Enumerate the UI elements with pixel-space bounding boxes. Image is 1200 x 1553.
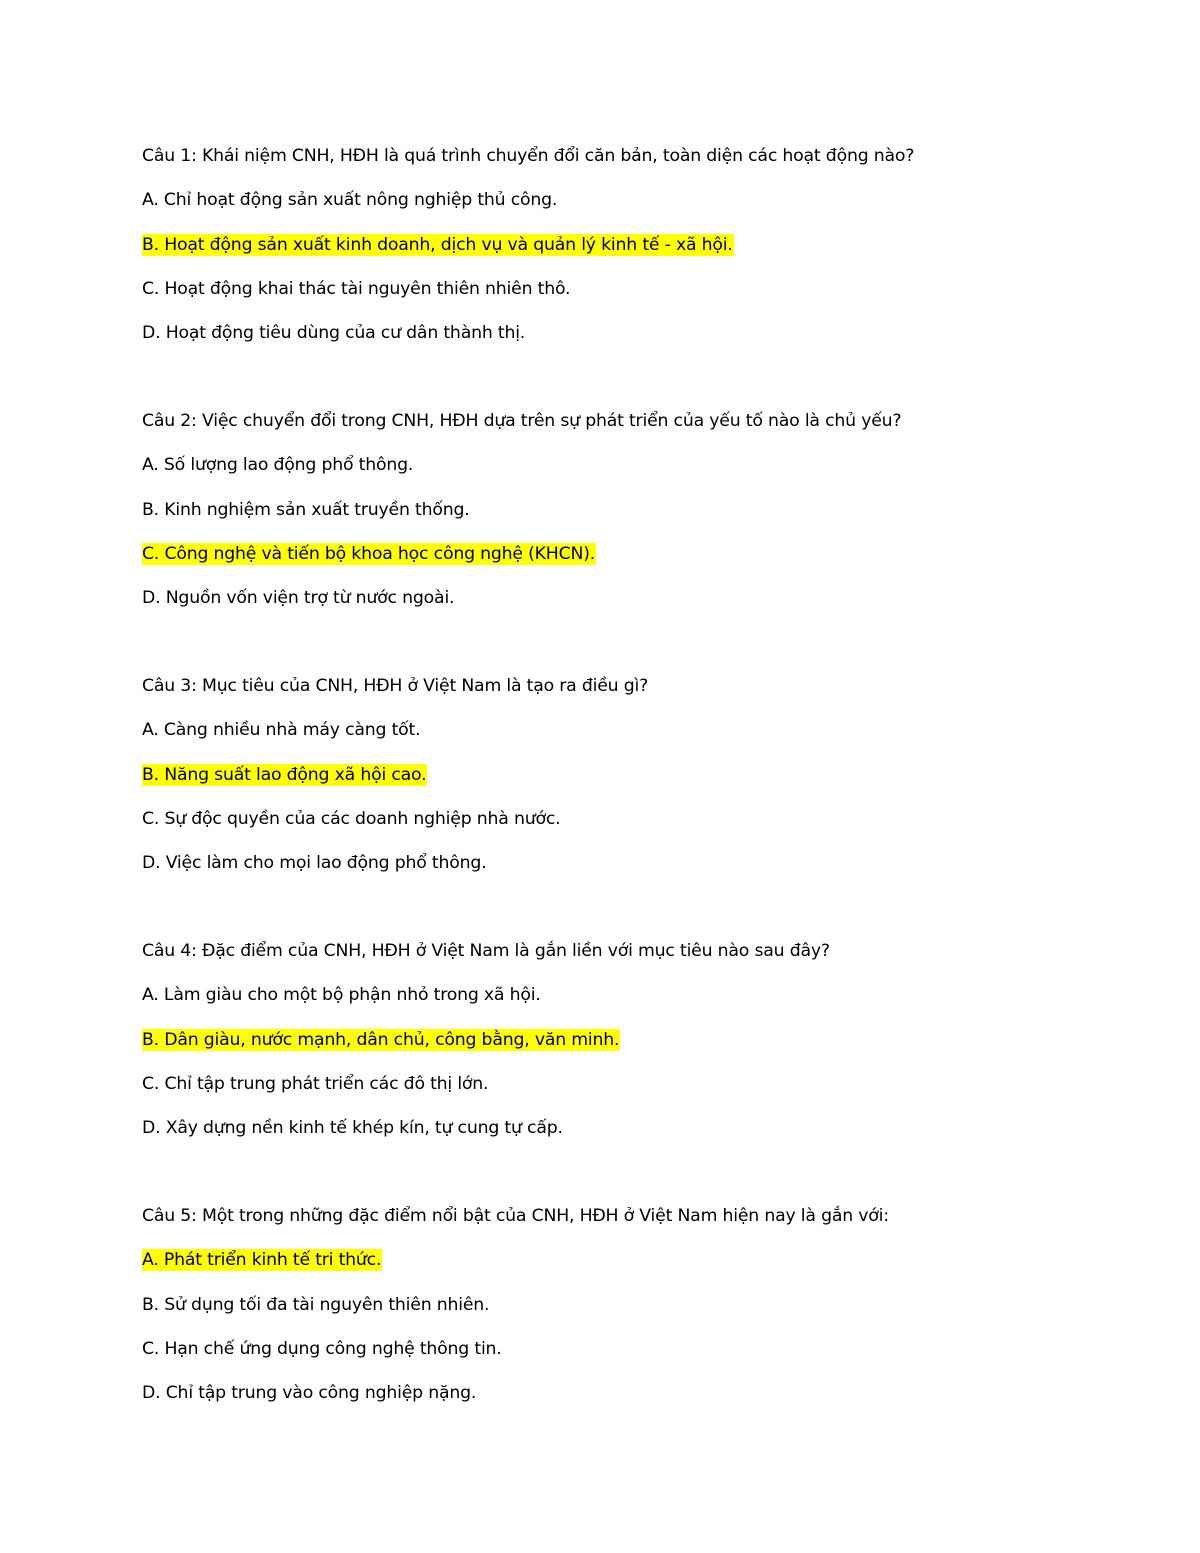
option-b: B. Sử dụng tối đa tài nguyên thiên nhiên.	[142, 1294, 490, 1315]
question-text: Câu 2: Việc chuyển đổi trong CNH, HĐH dựa trên sự phát triển của yếu tố nào là chủ yếu?	[142, 411, 902, 431]
option-c: C. Hạn chế ứng dụng công nghệ thông tin.	[142, 1338, 502, 1359]
option-c: C. Hoạt động khai thác tài nguyên thiên nhiên thô.	[142, 278, 571, 299]
question-1	[142, 145, 1142, 366]
option-d: D. Hoạt động tiêu dùng của cư dân thành thị.	[142, 323, 526, 343]
option-d: D. Xây dựng nền kinh tế khép kín, tự cung tự cấp.	[142, 1118, 563, 1138]
option-c-highlighted: C. Công nghệ và tiến bộ khoa học công nghệ (KHCN).	[142, 543, 596, 564]
option-a: A. Số lượng lao động phổ thông.	[142, 455, 414, 476]
question-text: Câu 4: Đặc điểm của CNH, HĐH ở Việt Nam là gắn liền với mục tiêu nào sau đây?	[142, 941, 830, 961]
option-d: D. Chỉ tập trung vào công nghiệp nặng.	[142, 1383, 477, 1403]
option-d: D. Việc làm cho mọi lao động phổ thông.	[142, 853, 487, 873]
option-b-highlighted: B. Hoạt động sản xuất kinh doanh, dịch vụ và quản lý kinh tế - xã hội.	[142, 234, 733, 255]
option-a-highlighted: A. Phát triển kinh tế tri thức.	[142, 1250, 382, 1271]
option-a: A. Càng nhiều nhà máy càng tốt.	[142, 720, 421, 741]
question-text: Câu 3: Mục tiêu của CNH, HĐH ở Việt Nam là tạo ra điều gì?	[142, 676, 649, 696]
question-text: Câu 5: Một trong những đặc điểm nổi bật của CNH, HĐH ở Việt Nam hiện nay là gắn với:	[142, 1206, 889, 1226]
question-4	[142, 940, 1142, 1161]
question-2	[142, 410, 1142, 631]
option-b-highlighted: B. Dân giàu, nước mạnh, dân chủ, công bằng, văn minh.	[142, 1029, 620, 1050]
option-c: C. Chỉ tập trung phát triển các đô thị lớn.	[142, 1073, 489, 1094]
option-b-highlighted: B. Năng suất lao động xã hội cao.	[142, 764, 427, 785]
option-c: C. Sự độc quyền của các doanh nghiệp nhà nước.	[142, 808, 561, 829]
question-5	[142, 1205, 1142, 1426]
option-a: A. Chỉ hoạt động sản xuất nông nghiệp thủ công.	[142, 190, 558, 211]
option-d: D. Nguồn vốn viện trợ từ nước ngoài.	[142, 588, 455, 608]
question-text: Câu 1: Khái niệm CNH, HĐH là quá trình chuyển đổi căn bản, toàn diện các hoạt động nào?	[142, 146, 915, 166]
question-3	[142, 675, 1142, 896]
option-b: B. Kinh nghiệm sản xuất truyền thống.	[142, 499, 470, 520]
option-a: A. Làm giàu cho một bộ phận nhỏ trong xã hội.	[142, 985, 541, 1006]
